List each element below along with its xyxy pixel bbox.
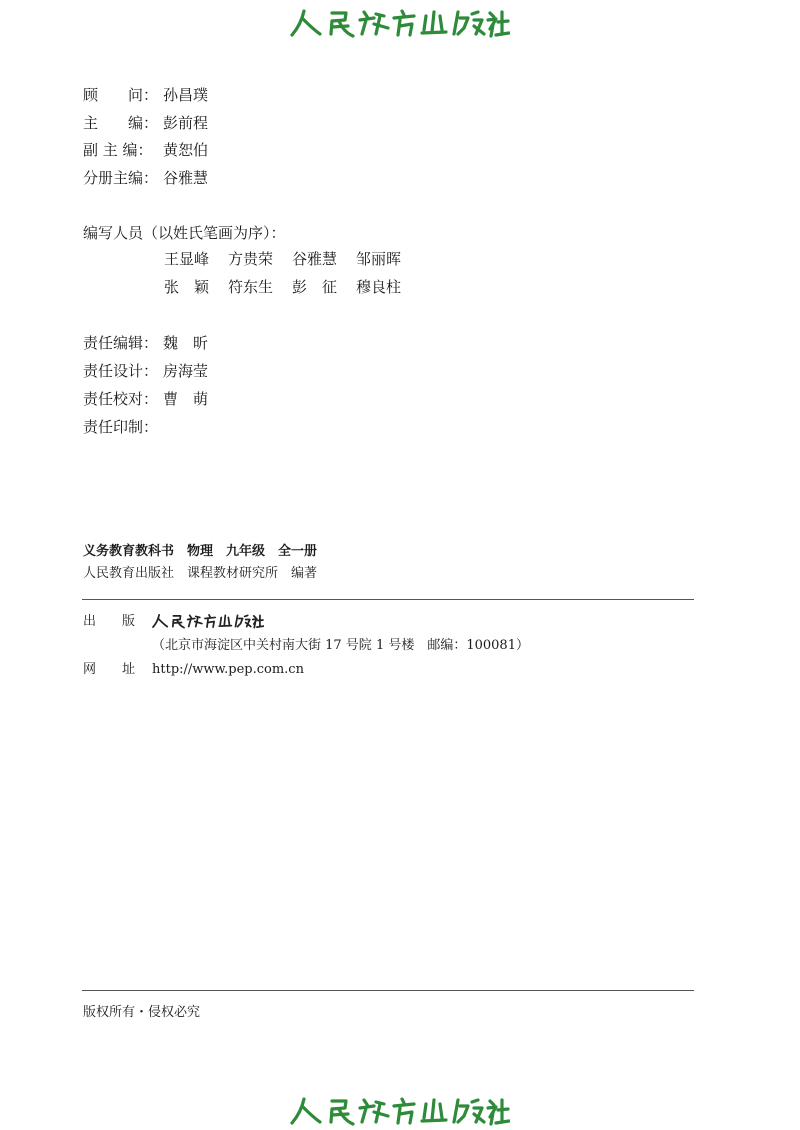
divider-rule-bottom <box>82 990 694 991</box>
writers-list <box>164 248 420 304</box>
writer-name: 方贵荣 <box>228 250 274 268</box>
staff-row-advisor <box>83 84 208 112</box>
copyright-notice: 版权所有・侵权必究 <box>83 1005 201 1020</box>
resp-row-editor <box>83 332 208 360</box>
staff-label: 顾 问： <box>83 86 159 104</box>
staff-row-volume-editor <box>83 167 208 195</box>
writer-name: 张 颖 <box>164 278 210 296</box>
writers-row <box>164 276 420 304</box>
writer-name: 王显峰 <box>164 250 210 268</box>
writer-name: 谷雅慧 <box>292 250 338 268</box>
staff-value: 彭前程 <box>163 113 209 132</box>
writer-name: 彭 征 <box>292 278 338 296</box>
publisher-logo-inline-graphic <box>152 612 264 630</box>
publisher-logo-graphic <box>290 6 510 40</box>
writer-name: 符东生 <box>228 278 274 296</box>
resp-label: 责任编辑： <box>83 334 159 352</box>
staff-label: 副 主 编： <box>83 141 153 159</box>
staff-value: 孙昌璞 <box>163 86 209 104</box>
publisher-logo-bottom <box>290 1094 510 1128</box>
book-publisher-line: 人民教育出版社 课程教材研究所 编著 <box>83 566 318 581</box>
staff-row-chief-editor <box>83 112 208 140</box>
publish-label: 出 版 <box>83 614 136 629</box>
writers-heading: 编写人员（以姓氏笔画为序）： <box>83 224 286 242</box>
resp-label: 责任设计： <box>83 362 159 380</box>
publisher-logo-graphic-bottom <box>290 1094 510 1128</box>
resp-value: 魏 昕 <box>163 334 209 352</box>
staff-value: 黄恕伯 <box>163 141 209 159</box>
publisher-logo-inline <box>152 612 264 630</box>
publisher-logo-top <box>290 6 510 40</box>
resp-value: 曹 萌 <box>163 390 209 408</box>
staff-value: 谷雅慧 <box>163 168 209 187</box>
publisher-address: （北京市海淀区中关村南大街 17 号院 1 号楼 邮编：100081） <box>152 638 529 653</box>
divider-rule <box>82 599 694 600</box>
editorial-staff <box>83 84 208 194</box>
writer-name: 穆良柱 <box>356 278 402 296</box>
website-url: http://www.pep.com.cn <box>152 662 304 677</box>
staff-row-deputy-editor <box>83 139 208 167</box>
resp-value: 房海莹 <box>163 362 209 380</box>
writers-row <box>164 248 420 276</box>
resp-row-printing <box>83 416 208 444</box>
staff-label: 分册主编： <box>83 168 159 187</box>
website-label: 网 址 <box>83 662 136 677</box>
resp-label: 责任印制： <box>83 418 159 436</box>
book-info <box>83 542 317 584</box>
resp-row-design <box>83 360 208 388</box>
book-title: 义务教育教科书 物理 九年级 全一册 <box>83 544 318 559</box>
responsibility-list <box>83 332 208 444</box>
resp-row-proofreading <box>83 388 208 416</box>
staff-label: 主 编： <box>83 113 159 132</box>
writer-name: 邹丽晖 <box>356 250 402 268</box>
resp-label: 责任校对： <box>83 390 159 408</box>
